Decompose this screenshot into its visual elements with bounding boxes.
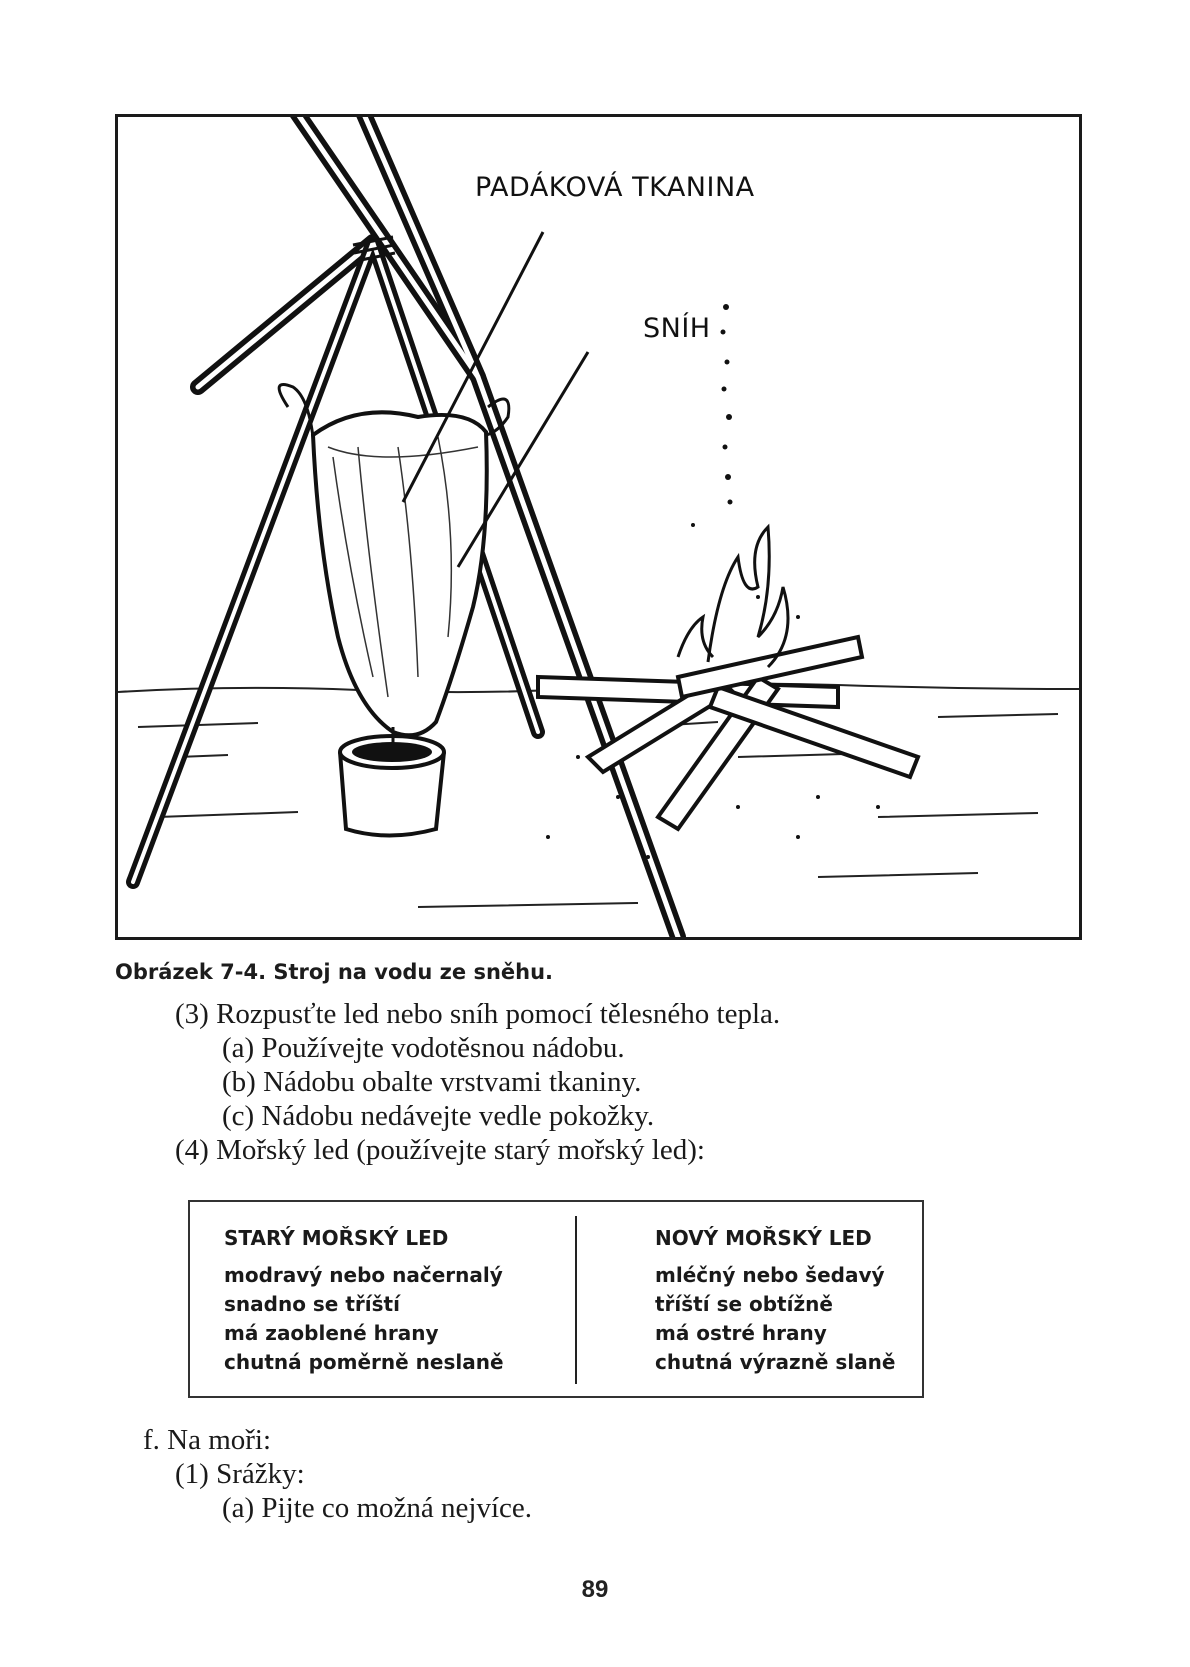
text-line-3: (3) Rozpusťte led nebo sníh pomocí tělesného tepla. <box>175 998 781 1030</box>
new-sea-ice-row: má ostré hrany <box>655 1321 827 1345</box>
old-sea-ice-row: modravý nebo načernalý <box>224 1263 503 1287</box>
text-line-4: (4) Mořský led (používejte starý mořský led): <box>175 1134 705 1166</box>
figure-caption: Obrázek 7-4. Stroj na vodu ze sněhu. <box>115 960 554 984</box>
old-sea-ice-header: STARÝ MOŘSKÝ LED <box>224 1226 449 1250</box>
text-line-3b: (b) Nádobu obalte vrstvami tkaniny. <box>222 1066 642 1098</box>
text-line-1: (1) Srážky: <box>175 1458 305 1490</box>
text-line-1a: (a) Pijte co možná nejvíce. <box>222 1492 533 1524</box>
text-line-3a: (a) Používejte vodotěsnou nádobu. <box>222 1032 625 1064</box>
fire-logs <box>538 637 918 829</box>
collecting-can <box>340 727 444 836</box>
page-number: 89 <box>581 1576 609 1603</box>
sea-ice-comparison-table <box>188 1200 924 1398</box>
new-sea-ice-header: NOVÝ MOŘSKÝ LED <box>655 1226 872 1250</box>
label-snow: SNÍH <box>643 313 711 344</box>
fire-flames <box>678 527 788 667</box>
text-line-f: f. Na moři: <box>143 1424 272 1456</box>
figure-frame <box>115 114 1082 940</box>
old-sea-ice-row: snadno se tříští <box>224 1292 400 1316</box>
new-sea-ice-row: chutná výrazně slaně <box>655 1350 896 1374</box>
new-sea-ice-row: tříští se obtížně <box>655 1292 833 1316</box>
snow-water-machine-illustration <box>118 117 1079 937</box>
old-sea-ice-row: má zaoblené hrany <box>224 1321 439 1345</box>
text-line-3c: (c) Nádobu nedávejte vedle pokožky. <box>222 1100 655 1132</box>
old-sea-ice-column <box>224 1224 504 1377</box>
table-divider <box>575 1216 577 1384</box>
snow-drips <box>691 304 800 619</box>
label-parachute-fabric: PADÁKOVÁ TKANINA <box>475 172 755 203</box>
old-sea-ice-row: chutná poměrně neslaně <box>224 1350 504 1374</box>
new-sea-ice-column <box>655 1224 896 1377</box>
new-sea-ice-row: mléčný nebo šedavý <box>655 1263 885 1287</box>
